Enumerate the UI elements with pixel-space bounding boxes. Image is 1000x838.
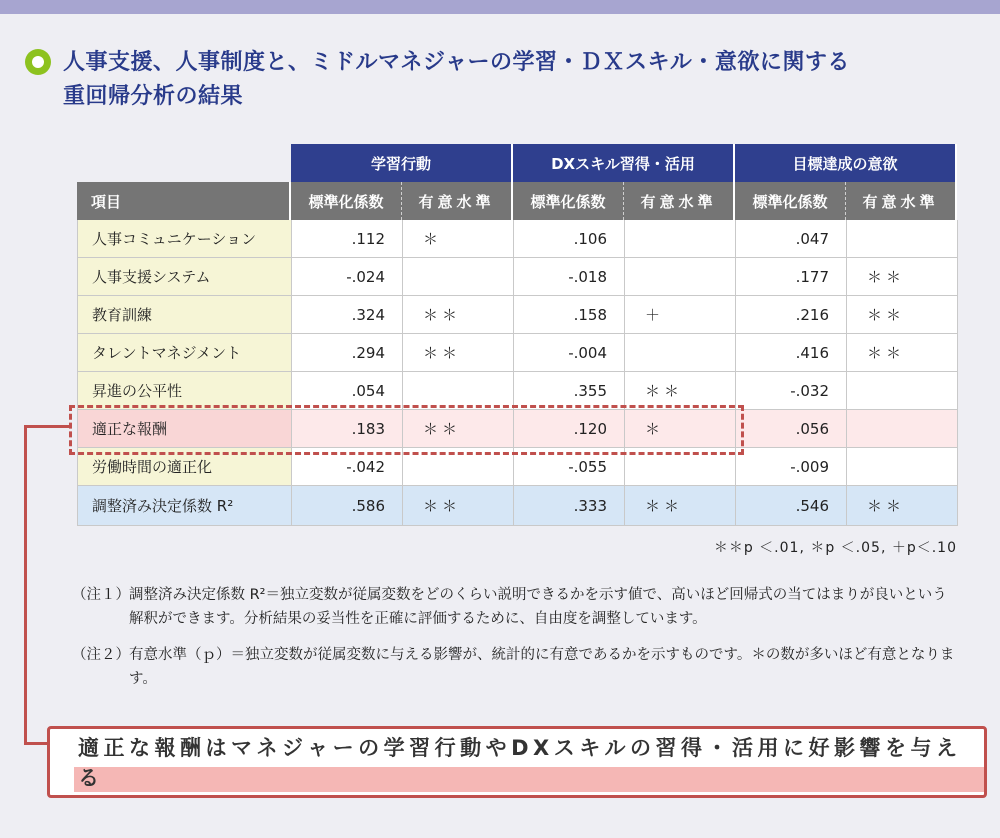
coefficient-cell: .047 (736, 220, 847, 258)
coefficient-cell: -.018 (514, 258, 625, 296)
coefficient-cell: -.032 (736, 372, 847, 410)
row-item-label: 人事コミュニケーション (78, 220, 292, 258)
row-item-label: タレントマネジメント (78, 334, 292, 372)
group-header: DXスキル習得・活用 (513, 144, 735, 182)
coefficient-cell: .216 (736, 296, 847, 334)
significance-cell (847, 448, 958, 486)
coefficient-cell: .054 (292, 372, 403, 410)
group-header: 学習行動 (291, 144, 513, 182)
significance-cell (625, 334, 736, 372)
column-header-item: 項目 (77, 182, 291, 220)
significance-cell: ＊＊ (847, 486, 958, 526)
significance-cell: ＊＊ (403, 486, 514, 526)
row-item-label: 昇進の公平性 (78, 372, 292, 410)
coefficient-cell: .183 (292, 410, 403, 448)
column-header-coef: 標準化係数 (513, 182, 624, 220)
title-line-1: 人事支援、人事制度と、ミドルマネジャーの学習・ＤＸスキル・意欲に関する (63, 50, 850, 75)
table-row (78, 486, 958, 526)
significance-cell: ＊＊ (847, 296, 958, 334)
significance-cell (403, 258, 514, 296)
significance-cell: ＊ (625, 410, 736, 448)
page-title (63, 46, 963, 114)
coefficient-cell: .355 (514, 372, 625, 410)
callout-connector (24, 425, 70, 428)
conclusion-callout (47, 726, 987, 798)
row-item-label: 教育訓練 (78, 296, 292, 334)
note-1 (72, 583, 959, 631)
coefficient-cell: .177 (736, 258, 847, 296)
coefficient-cell: -.004 (514, 334, 625, 372)
significance-cell: ＊＊ (625, 486, 736, 526)
column-header-sig: 有意水準 (846, 182, 957, 220)
group-header: 目標達成の意欲 (735, 144, 957, 182)
top-band (0, 0, 1000, 14)
circle-bullet-icon (25, 49, 51, 75)
coefficient-cell: .333 (514, 486, 625, 526)
coefficient-cell: -.055 (514, 448, 625, 486)
coefficient-cell: .158 (514, 296, 625, 334)
significance-cell (847, 220, 958, 258)
coefficient-cell: -.024 (292, 258, 403, 296)
note-label: （注２） (72, 647, 130, 663)
table-row (78, 334, 958, 372)
table-row (78, 296, 958, 334)
column-header-coef: 標準化係数 (291, 182, 402, 220)
table-group-header (77, 144, 958, 182)
table-column-header (77, 182, 958, 220)
coefficient-cell: .120 (514, 410, 625, 448)
table-body (77, 220, 958, 526)
significance-cell (625, 220, 736, 258)
coefficient-cell: .546 (736, 486, 847, 526)
coefficient-cell: .416 (736, 334, 847, 372)
note-text: 有意水準（ｐ）＝独立変数が従属変数に与える影響が、統計的に有意であるかを示すものです。＊の数が多いほど有意となります。 (129, 647, 955, 687)
significance-cell: ＊＊ (847, 258, 958, 296)
significance-cell: ＋ (625, 296, 736, 334)
row-item-label: 調整済み決定係数 R² (78, 486, 292, 526)
conclusion-text: 適正な報酬はマネジャーの学習行動やDXスキルの習得・活用に好影響を与える (74, 732, 984, 792)
coefficient-cell: .586 (292, 486, 403, 526)
note-label: （注１） (72, 587, 130, 603)
row-item-label: 人事支援システム (78, 258, 292, 296)
significance-legend: ＊＊p ＜.01, ＊p ＜.05, ＋p＜.10 (713, 540, 957, 556)
header-blank (77, 144, 291, 182)
row-item-label: 労働時間の適正化 (78, 448, 292, 486)
coefficient-cell: .106 (514, 220, 625, 258)
significance-cell: ＊＊ (847, 334, 958, 372)
column-header-sig: 有意水準 (624, 182, 735, 220)
coefficient-cell: -.042 (292, 448, 403, 486)
coefficient-cell: -.009 (736, 448, 847, 486)
significance-cell: ＊＊ (625, 372, 736, 410)
title-line-2: 重回帰分析の結果 (63, 84, 244, 109)
significance-cell (847, 372, 958, 410)
regression-table (77, 144, 958, 526)
significance-cell: ＊＊ (403, 296, 514, 334)
highlight-dashed-box (69, 405, 744, 455)
coefficient-cell: .324 (292, 296, 403, 334)
significance-cell: ＊＊ (403, 334, 514, 372)
row-item-label: 適正な報酬 (78, 410, 292, 448)
callout-connector (24, 425, 27, 745)
significance-cell: ＊ (403, 220, 514, 258)
coefficient-cell: .294 (292, 334, 403, 372)
coefficient-cell: .112 (292, 220, 403, 258)
coefficient-cell: .056 (736, 410, 847, 448)
note-text: 調整済み決定係数 R²＝独立変数が従属変数をどのくらい説明できるかを示す値で、高いほど回帰式の当てはまりが良いという解釈ができます。分析結果の妥当性を正確に評価するために、自由度を調整しています。 (129, 587, 947, 627)
significance-cell (625, 258, 736, 296)
column-header-sig: 有意水準 (402, 182, 513, 220)
table-row (78, 258, 958, 296)
column-header-coef: 標準化係数 (735, 182, 846, 220)
significance-cell: ＊＊ (403, 410, 514, 448)
note-2 (72, 643, 959, 691)
significance-cell (847, 410, 958, 448)
table-row (78, 220, 958, 258)
